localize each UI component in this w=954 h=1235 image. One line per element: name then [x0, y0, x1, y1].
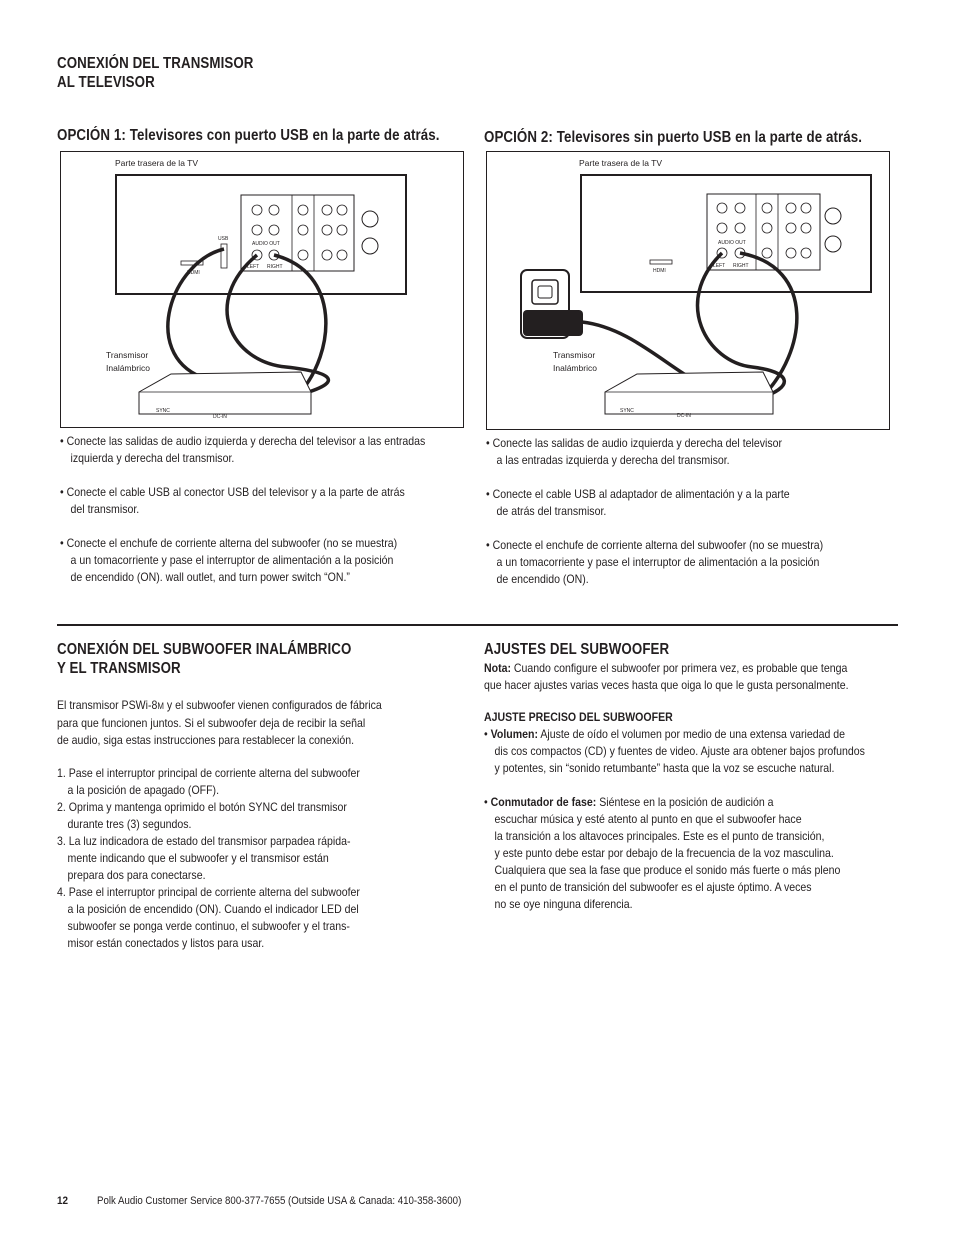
- step-line: 3. La luz indicadora de estado del transmisor parpadea rápida-: [57, 834, 351, 848]
- option2-diagram-svg: [487, 152, 889, 429]
- phase-label: Conmutador de fase:: [490, 795, 597, 809]
- step-line: a la posición de encendido (ON). Cuando el indicador LED del: [67, 902, 359, 916]
- volume-line: [484, 726, 865, 743]
- step-line: 1. Pase el interruptor principal de corriente alterna del subwoofer: [57, 766, 360, 780]
- tv-knob-icon: [825, 236, 841, 252]
- bullet-line: • Conecte las salidas de audio izquierda y derecha del televisor: [486, 436, 783, 450]
- dcin-label: DC-IN: [213, 414, 227, 420]
- transmitter-label: Inalámbrico: [553, 363, 597, 373]
- section-divider: [57, 624, 898, 626]
- bullet-line: • Conecte el enchufe de corriente alterna del subwoofer (no se muestra): [486, 538, 824, 552]
- rca-jacks: [252, 205, 347, 260]
- option2-bullets: [486, 435, 823, 588]
- section-title-subwoofer-settings: AJUSTES DEL SUBWOOFER: [484, 641, 670, 658]
- volume-text: Ajuste de oído el volumen por medio de una extensa variedad de: [537, 727, 846, 741]
- volume-label: Volumen:: [490, 727, 538, 741]
- section3-body: [484, 660, 865, 913]
- title-line: Y EL TRANSMISOR: [57, 660, 181, 677]
- audio-out-label: AUDIO OUT: [718, 240, 746, 246]
- section2-body: [57, 697, 382, 952]
- option1-bullets: [60, 433, 425, 586]
- left-label: LEFT: [713, 263, 726, 269]
- tv-knob-icon: [362, 238, 378, 254]
- bullet-line: de encendido (ON).: [496, 572, 589, 586]
- transmitter-label: Inalámbrico: [106, 363, 150, 373]
- dcin-label: DC-IN: [677, 413, 691, 419]
- transmitter-label: Transmisor: [553, 350, 596, 360]
- section-title-subwoofer-transmitter: [57, 640, 351, 678]
- note-text: Cuando configure el subwoofer por primera vez, es probable que tenga: [510, 661, 848, 675]
- title-line: AL TELEVISOR: [57, 74, 155, 91]
- tv-back-panel: [116, 175, 406, 294]
- model-suffix: M: [157, 701, 164, 711]
- note-line: [484, 660, 865, 677]
- bullet-line: a un tomacorriente y pase el interruptor de alimentación a la posición: [496, 555, 820, 569]
- intro-text: El transmisor PSWi-8: [57, 698, 158, 712]
- title-line: CONEXIÓN DEL SUBWOOFER INALÁMBRICO: [57, 641, 352, 658]
- step-line: 2. Oprima y mantenga oprimido el botón SYNC del transmisor: [57, 800, 347, 814]
- bullet: •: [484, 795, 491, 809]
- step-line: subwoofer se ponga verde continuo, el subwoofer y el trans-: [67, 919, 350, 933]
- title-line: CONEXIÓN DEL TRANSMISOR: [57, 55, 254, 72]
- option1-diagram-svg: [61, 152, 463, 427]
- step-line: mente indicando que el subwoofer y el transmisor están: [67, 851, 329, 865]
- footer-customer-service: Polk Audio Customer Service 800-377-7655 (Outside USA & Canada: 410-358-3600): [97, 1195, 462, 1207]
- section-title-transmitter-tv: [57, 54, 254, 92]
- intro-line: de audio, siga estas instrucciones para restablecer la conexión.: [57, 733, 355, 747]
- volume-line: dis cos compactos (CD) y fuentes de video. Ajuste ara obtener bajos profundos: [494, 744, 865, 758]
- phase-text: Siéntese en la posición de audición a: [596, 795, 774, 809]
- bullet-line: • Conecte el cable USB al conector USB del televisor y a la parte de atrás: [60, 485, 405, 499]
- right-label: RIGHT: [267, 264, 283, 270]
- usb-label: USB: [218, 236, 229, 242]
- bullet-line: de atrás del transmisor.: [496, 504, 607, 518]
- tv-back-label: Parte trasera de la TV: [579, 158, 662, 168]
- page-number: 12: [57, 1195, 69, 1207]
- audio-out-label: AUDIO OUT: [252, 241, 280, 247]
- transmitter-label: Transmisor: [106, 350, 149, 360]
- usb-port-icon: [221, 244, 227, 268]
- right-label: RIGHT: [733, 263, 749, 269]
- option1-diagram: [60, 151, 464, 428]
- phase-line: en el punto de transición del subwoofer es el ajuste óptimo. A veces: [494, 880, 812, 894]
- tv-knob-icon: [825, 208, 841, 224]
- step-line: prepara dos para conectarse.: [67, 868, 206, 882]
- step-line: a la posición de apagado (OFF).: [67, 783, 220, 797]
- step-line: 4. Pase el interruptor principal de corriente alterna del subwoofer: [57, 885, 360, 899]
- tv-back-label: Parte trasera de la TV: [115, 158, 198, 168]
- option2-diagram: [486, 151, 890, 430]
- bullet-line: de encendido (ON). wall outlet, and turn power switch “ON.”: [70, 570, 350, 584]
- bullet-line: a las entradas izquierda y derecha del transmisor.: [496, 453, 730, 467]
- phase-line: Cualquiera que sea la fase que produce el sonido más fuerte o más pleno: [494, 863, 841, 877]
- option1-heading: OPCIÓN 1: Televisores con puerto USB en la parte de atrás.: [57, 127, 440, 144]
- phase-line: y este punto debe estar por debajo de la frecuencia de la voz masculina.: [494, 846, 834, 860]
- rca-jacks: [717, 203, 811, 258]
- left-label: LEFT: [247, 264, 260, 270]
- volume-line: y potentes, sin “sonido retumbante” hasta que la voz se escuche natural.: [494, 761, 835, 775]
- bullet-line: a un tomacorriente y pase el interruptor de alimentación a la posición: [70, 553, 394, 567]
- step-line: durante tres (3) segundos.: [67, 817, 192, 831]
- intro-line: para que funcionen juntos. Si el subwoofer deja de recibir la señal: [57, 716, 366, 730]
- bullet-line: • Conecte el enchufe de corriente alterna del subwoofer (no se muestra): [60, 536, 398, 550]
- step-line: misor están conectados y listos para usar.: [67, 936, 265, 950]
- hdmi-label: HDMI: [187, 270, 200, 276]
- sync-label: SYNC: [156, 408, 170, 414]
- phase-line: escuchar música y esté atento al punto en que el subwoofer hace: [494, 812, 802, 826]
- phase-line: [484, 794, 865, 811]
- fine-adjust-heading: AJUSTE PRECISO DEL SUBWOOFER: [484, 710, 673, 724]
- bullet-line: • Conecte el cable USB al adaptador de alimentación y a la parte: [486, 487, 790, 501]
- bullet-line: izquierda y derecha del transmisor.: [70, 451, 235, 465]
- hdmi-port-icon: [650, 260, 672, 264]
- note-line: que hacer ajustes varias veces hasta que oiga lo que le gusta personalmente.: [484, 678, 849, 692]
- phase-line: la transición a los altavoces principales. Este es el punto de transición,: [494, 829, 825, 843]
- bullet-line: • Conecte las salidas de audio izquierda y derecha del televisor a las entradas: [60, 434, 426, 448]
- tv-knob-icon: [362, 211, 378, 227]
- hdmi-label: HDMI: [653, 268, 666, 274]
- tv-back-panel: [581, 175, 871, 292]
- option2-heading: OPCIÓN 2: Televisores sin puerto USB en la parte de atrás.: [484, 129, 863, 146]
- note-label: Nota:: [484, 661, 511, 675]
- bullet: •: [484, 727, 491, 741]
- phase-line: no se oye ninguna diferencia.: [494, 897, 633, 911]
- sync-label: SYNC: [620, 408, 634, 414]
- adapter-plug: [523, 310, 583, 336]
- intro-text: y el subwoofer vienen configurados de fábrica: [163, 698, 382, 712]
- intro-line: [57, 697, 382, 715]
- bullet-line: del transmisor.: [70, 502, 140, 516]
